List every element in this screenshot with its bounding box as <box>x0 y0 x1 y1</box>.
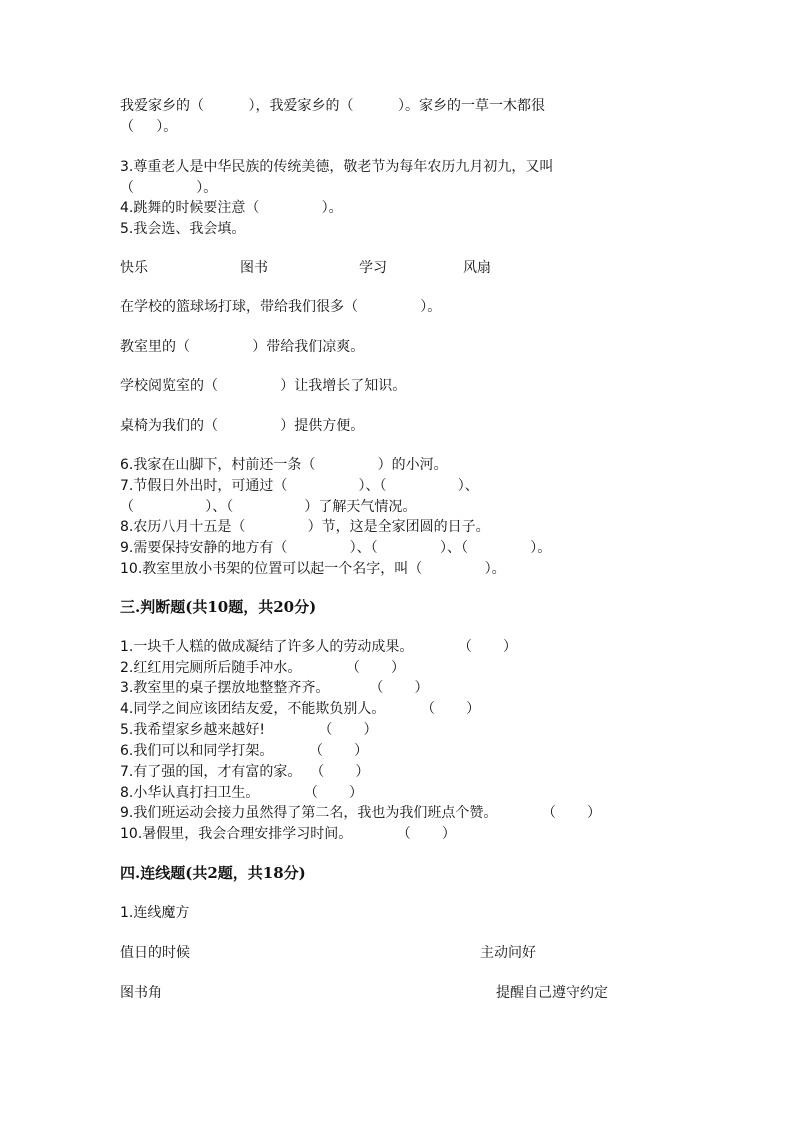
judgment-item: 5.我希望家乡越来越好! （ ） <box>120 722 378 738</box>
judgment-item: 6.我们可以和同学打架。 （ ） <box>120 743 369 759</box>
q2-line2: （ ）。 <box>120 119 178 135</box>
matching-question-title: 1.连线魔方 <box>120 905 190 921</box>
q7-line1: 7.节假日外出时，可通过（ ）、（ ）、 <box>120 478 479 494</box>
q3-line2: （ ）。 <box>120 180 218 196</box>
judgment-item: 4.同学之间应该团结友爱，不能欺负别人。 （ ） <box>120 701 481 717</box>
q5-sentence-3: 学校阅览室的（ ）让我增长了知识。 <box>120 378 407 394</box>
matching-left-item[interactable]: 图书角 <box>120 985 162 1001</box>
q3-line1: 3.尊重老人是中华民族的传统美德，敬老节为每年农历九月初九，又叫 <box>120 159 554 175</box>
matching-right-item[interactable]: 提醒自己遵守约定 <box>496 985 608 1001</box>
section3-heading: 三.判断题(共10题，共20分) <box>120 598 317 616</box>
word-option: 学习 <box>359 260 387 276</box>
judgment-item: 3.教室里的桌子摆放地整整齐齐。 （ ） <box>120 680 429 696</box>
section4-heading: 四.连线题(共2题，共18分) <box>120 864 306 882</box>
q5-text: 5.我会选、我会填。 <box>120 221 246 237</box>
judgment-item: 10.暑假里，我会合理安排学习时间。 （ ） <box>120 826 456 842</box>
judgment-item: 2.红红用完厕所后随手冲水。 （ ） <box>120 660 406 676</box>
q5-sentence-2: 教室里的（ ）带给我们凉爽。 <box>120 339 365 355</box>
matching-right-item[interactable]: 主动问好 <box>480 945 536 961</box>
q7-line2: （ ）、（ ）了解天气情况。 <box>120 499 417 515</box>
q2-line1: 我爱家乡的（ ），我爱家乡的（ ）。家乡的一草一木都很 <box>120 98 546 114</box>
judgment-item: 9.我们班运动会接力虽然得了第二名，我也为我们班点个赞。 （ ） <box>120 805 602 821</box>
q10-text: 10.教室里放小书架的位置可以起一个名字，叫（ ）。 <box>120 561 506 577</box>
judgment-item: 1.一块千人糕的做成凝结了许多人的劳动成果。 （ ） <box>120 639 518 655</box>
judgment-item: 7.有了强的国，才有富的家。 （ ） <box>120 764 370 780</box>
word-option: 快乐 <box>120 260 148 276</box>
q5-sentence-4: 桌椅为我们的（ ）提供方便。 <box>120 418 365 434</box>
word-option: 图书 <box>240 260 268 276</box>
q6-text: 6.我家在山脚下，村前还一条（ ）的小河。 <box>120 457 448 473</box>
word-option: 风扇 <box>463 260 491 276</box>
q8-text: 8.农历八月十五是（ ）节，这是全家团圆的日子。 <box>120 519 490 535</box>
matching-left-item[interactable]: 值日的时候 <box>120 945 190 961</box>
judgment-item: 8.小华认真打扫卫生。 （ ） <box>120 785 364 801</box>
q9-text: 9.需要保持安静的地方有（ ）、（ ）、（ ）。 <box>120 540 552 556</box>
q5-sentence-1: 在学校的篮球场打球，带给我们很多（ ）。 <box>120 299 442 315</box>
q4-text: 4.跳舞的时候要注意（ ）。 <box>120 200 343 216</box>
